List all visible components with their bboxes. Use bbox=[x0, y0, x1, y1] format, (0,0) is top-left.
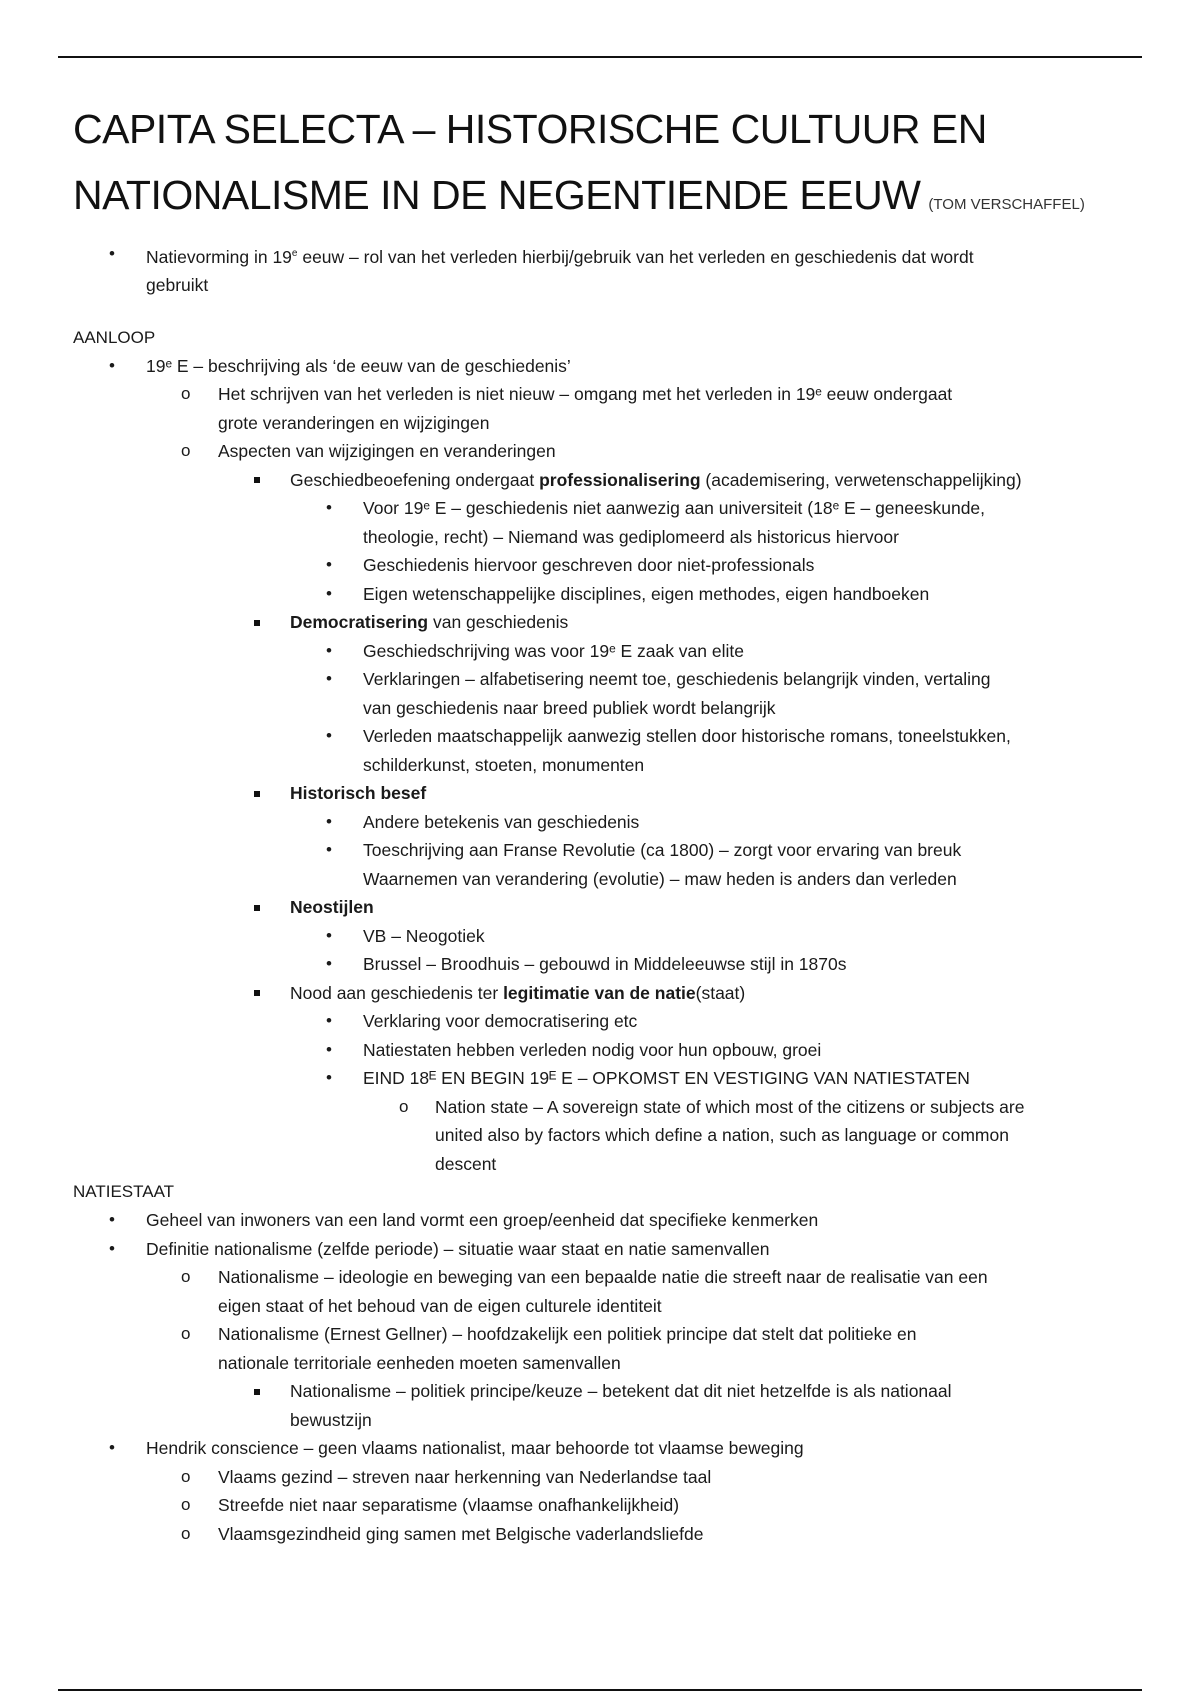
list-item: o Nationalisme – ideologie en beweging van een bepaalde natie die streeft naar de realisatie van een eigen staat of het behoud van de eigen culturele identiteit bbox=[181, 1267, 988, 1316]
list-item: • Brussel – Broodhuis – gebouwd in Middeleeuwse stijl in 1870s bbox=[326, 954, 847, 975]
list-item: • EIND 18ᴱ EN BEGIN 19ᴱ E – OPKOMST EN VESTIGING VAN NATIESTATEN bbox=[326, 1068, 970, 1089]
aanloop-list bbox=[73, 352, 1143, 1179]
top-rule bbox=[58, 56, 1142, 58]
list-item: • VB – Neogotiek bbox=[326, 925, 485, 946]
list-item: • Natievorming in 19e eeuw – rol van het verleden hierbij/gebruik van het verleden en geschiedenis dat wordt gebruikt bbox=[109, 244, 974, 296]
list-item: • Eigen wetenschappelijke disciplines, eigen methodes, eigen handboeken bbox=[326, 583, 930, 604]
list-item: Geschiedbeoefening ondergaat professionalisering (academisering, verwetenschappelijking) bbox=[73, 466, 1143, 495]
list-item: o Het schrijven van het verleden is niet nieuw – omgang met het verleden in 19ᵉ eeuw ondergaat grote veranderingen en wijzigingen bbox=[181, 384, 953, 433]
list-item: • Geschiedenis hiervoor geschreven door niet-professionals bbox=[326, 555, 815, 576]
list-item: Nationalisme – politiek principe/keuze – betekent dat dit niet hetzelfde is als nationaal bewustzijn bbox=[73, 1377, 1143, 1434]
list-item: • Definitie nationalisme (zelfde periode) – situatie waar staat en natie samenvallen bbox=[109, 1238, 770, 1259]
list-item: • Geschiedschrijving was voor 19ᵉ E zaak van elite bbox=[326, 640, 744, 661]
list-item: Democratisering van geschiedenis bbox=[73, 608, 1143, 637]
list-item: • Verklaring voor democratisering etc bbox=[326, 1011, 638, 1032]
list-item: Historisch besef bbox=[73, 779, 1143, 808]
intro-list bbox=[73, 240, 1143, 300]
list-item: • Andere betekenis van geschiedenis bbox=[326, 811, 640, 832]
list-item: • 19ᵉ E – beschrijving als ‘de eeuw van de geschiedenis’ bbox=[109, 355, 571, 376]
list-item: Nood aan geschiedenis ter legitimatie van de natie(staat) bbox=[73, 979, 1143, 1008]
list-item: o Vlaamsgezindheid ging samen met Belgische vaderlandsliefde bbox=[181, 1523, 704, 1544]
section-heading-aanloop: AANLOOP bbox=[73, 327, 156, 347]
bottom-rule bbox=[58, 1689, 1142, 1691]
list-item: • Natiestaten hebben verleden nodig voor hun opbouw, groei bbox=[326, 1039, 822, 1060]
list-item: o Vlaams gezind – streven naar herkenning van Nederlandse taal bbox=[181, 1466, 712, 1487]
list-item: o Nation state – A sovereign state of which most of the citizens or subjects are united also by factors which define a nation, such as language or common descent bbox=[399, 1096, 1025, 1174]
author-name: (TOM VERSCHAFFEL) bbox=[928, 196, 1085, 213]
list-item: • Geheel van inwoners van een land vormt een groep/eenheid dat specifieke kenmerken bbox=[109, 1210, 819, 1231]
list-item: • Toeschrijving aan Franse Revolutie (ca 1800) – zorgt voor ervaring van breuk Waarnemen van verandering (evolutie) – maw heden is anders dan verleden bbox=[326, 840, 962, 889]
list-item: o Nationalisme (Ernest Gellner) – hoofdzakelijk een politiek principe dat stelt dat politieke en nationale territoriale eenheden moeten samenvallen bbox=[181, 1324, 917, 1373]
list-item: o Streefde niet naar separatisme (vlaamse onafhankelijkheid) bbox=[181, 1495, 680, 1516]
document-page bbox=[73, 96, 1143, 1548]
natiestaat-list bbox=[73, 1206, 1143, 1548]
page-title: CAPITA SELECTA – HISTORISCHE CULTUUR EN NATIONALISME IN DE NEGENTIENDE EEUW (TOM VERSCHAFFEL) bbox=[73, 106, 1085, 218]
list-item: o Aspecten van wijzigingen en veranderingen bbox=[181, 441, 556, 462]
list-item: Neostijlen bbox=[73, 893, 1143, 922]
list-item: • Verklaringen – alfabetisering neemt toe, geschiedenis belangrijk vinden, vertaling van geschiedenis naar breed publiek wordt belangrijk bbox=[326, 669, 991, 718]
list-item: • Hendrik conscience – geen vlaams nationalist, maar behoorde tot vlaamse beweging bbox=[109, 1438, 804, 1459]
list-item: • Verleden maatschappelijk aanwezig stellen door historische romans, toneelstukken, schilderkunst, stoeten, monumenten bbox=[326, 726, 1011, 775]
list-item: • Voor 19ᵉ E – geschiedenis niet aanwezig aan universiteit (18ᵉ E – geneeskunde, theologie, recht) – Niemand was gediplomeerd als historicus hiervoor bbox=[326, 498, 986, 547]
section-heading-natiestaat: NATIESTAAT bbox=[73, 1182, 175, 1202]
